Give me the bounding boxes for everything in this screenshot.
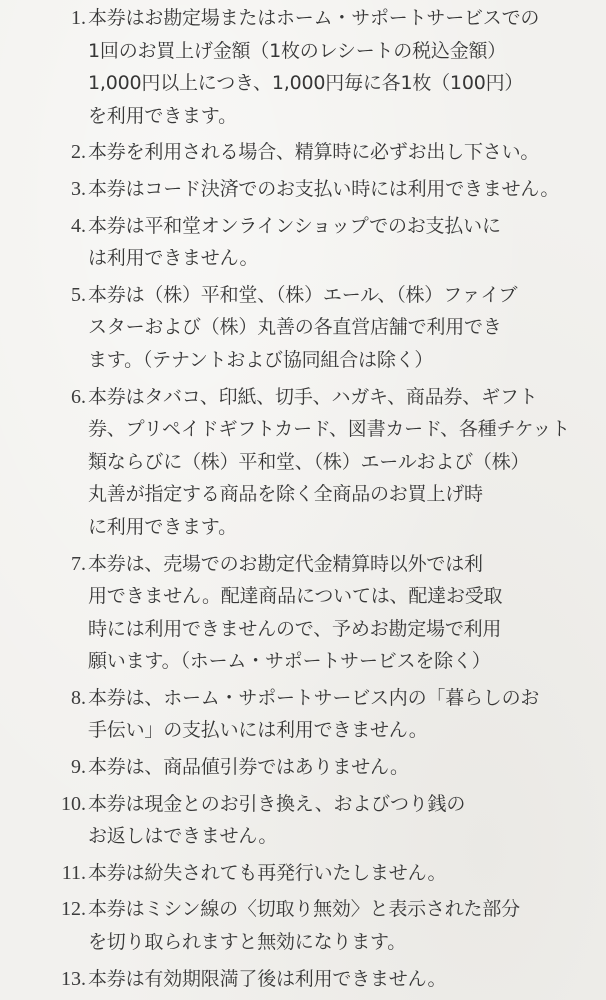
item-text-line: 本券は（株）平和堂、（株）エール、（株）ファイブ bbox=[88, 283, 518, 306]
item-text-line: 丸善が指定する商品を除く全商品のお買上げ時 bbox=[88, 483, 483, 506]
list-item bbox=[0, 173, 606, 206]
list-item bbox=[0, 2, 606, 132]
item-number: 10. bbox=[61, 792, 86, 815]
item-text-line: 時には利用できませんので、予めお勘定場で利用 bbox=[88, 617, 502, 640]
item-text-line: 本券は、ホーム・サポートサービス内の「暮らしのお bbox=[88, 686, 540, 709]
item-text bbox=[88, 210, 598, 275]
item-text-line: 券、プリペイドギフトカード、図書カード、各種チケット bbox=[88, 418, 570, 441]
item-text bbox=[88, 548, 598, 678]
item-text-line: 本券は紛失されても再発行いたしません。 bbox=[88, 861, 447, 884]
item-text bbox=[88, 173, 598, 206]
item-number: 5. bbox=[71, 283, 86, 306]
list-item bbox=[0, 682, 606, 747]
item-text-line: 本券は、商品値引券ではありません。 bbox=[88, 756, 409, 779]
item-text bbox=[88, 788, 598, 853]
item-text-line: 本券は有効期限満了後は利用できません。 bbox=[88, 967, 447, 990]
item-text-line: 1回のお買上げ金額（1枚のレシートの税込金額） bbox=[88, 39, 507, 62]
item-number: 6. bbox=[71, 385, 86, 408]
list-item bbox=[0, 548, 606, 678]
item-text bbox=[88, 963, 598, 996]
item-text-line: 本券はコード決済でのお支払い時には利用できません。 bbox=[88, 177, 560, 200]
item-text-line: に利用できます。 bbox=[88, 515, 237, 538]
item-text bbox=[88, 279, 598, 377]
item-text-line: 本券は平和堂オンラインショップでのお支払いに bbox=[88, 214, 501, 237]
list-item bbox=[0, 381, 606, 544]
list-item bbox=[0, 210, 606, 275]
item-text-line: 用できません。配達商品については、配達お受取 bbox=[88, 585, 503, 608]
item-text-line: 本券は、売場でのお勘定代金精算時以外では利 bbox=[88, 552, 483, 575]
item-number: 9. bbox=[71, 756, 86, 779]
list-item bbox=[0, 788, 606, 853]
item-text-line: スターおよび（株）丸善の各直営店舗で利用でき bbox=[88, 316, 502, 339]
item-number: 4. bbox=[71, 214, 86, 237]
item-text bbox=[88, 381, 598, 544]
list-item bbox=[0, 963, 606, 996]
item-text bbox=[88, 751, 598, 784]
item-number: 2. bbox=[71, 141, 86, 164]
item-text bbox=[88, 682, 598, 747]
item-number: 8. bbox=[71, 686, 86, 709]
item-number: 11. bbox=[61, 861, 86, 884]
item-text-line: 1,000円以上につき、1,000円毎に各1枚（100円） bbox=[88, 72, 524, 95]
item-text-line: ます。（テナントおよび協同組合は除く） bbox=[88, 348, 434, 371]
item-number: 1. bbox=[71, 7, 86, 29]
item-text-line: 類ならびに（株）平和堂、（株）エールおよび（株） bbox=[88, 450, 530, 473]
list-item bbox=[0, 279, 606, 377]
item-text-line: 本券はタバコ、印紙、切手、ハガキ、商品券、ギフト bbox=[88, 385, 538, 408]
item-text-line: を切り取られますと無効になります。 bbox=[88, 931, 407, 954]
item-text-line: 本券を利用される場合、精算時に必ずお出し下さい。 bbox=[88, 141, 540, 164]
item-number: 7. bbox=[71, 552, 86, 575]
item-text-line: 手伝い」の支払いには利用できません。 bbox=[88, 719, 428, 742]
item-text bbox=[88, 2, 598, 132]
item-text bbox=[88, 857, 598, 890]
item-text-line: 願います。（ホーム・サポートサービスを除く） bbox=[88, 650, 491, 673]
item-number: 13. bbox=[61, 967, 86, 990]
item-number: 12. bbox=[61, 898, 86, 921]
list-item bbox=[0, 751, 606, 784]
item-text-line: は利用できません。 bbox=[88, 247, 259, 270]
list-item bbox=[0, 893, 606, 958]
item-number: 3. bbox=[71, 177, 86, 200]
list-item bbox=[0, 136, 606, 169]
item-text-line: 本券は現金とのお引き換え、およびつり銭の bbox=[88, 792, 466, 815]
list-item bbox=[0, 857, 606, 890]
item-text-line: 本券はお勘定場またはホーム・サポートサービスでの bbox=[88, 7, 540, 29]
item-text-line: 本券はミシン線の〈切取り無効〉と表示された部分 bbox=[88, 898, 520, 921]
item-text bbox=[88, 893, 598, 958]
item-text-line: を利用できます。 bbox=[88, 104, 237, 127]
item-text-line: お返しはできません。 bbox=[88, 825, 278, 848]
item-text bbox=[88, 136, 598, 169]
